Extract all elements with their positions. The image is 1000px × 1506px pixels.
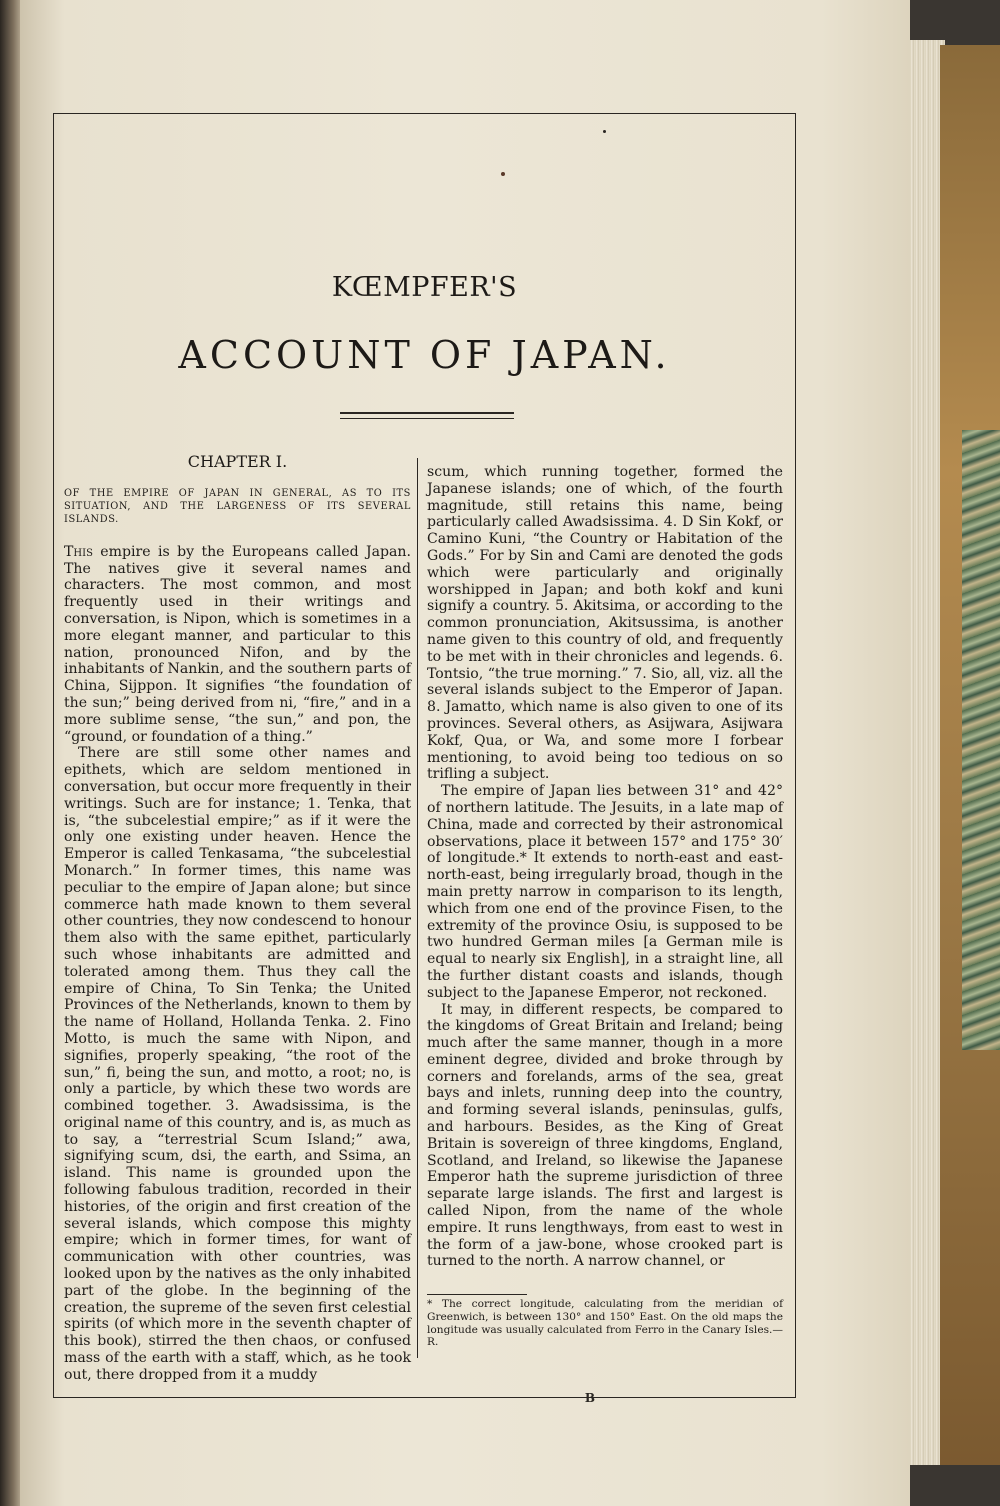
title-author: KŒMPFER'S — [331, 272, 518, 303]
column-divider — [417, 458, 418, 1358]
signature-mark: B — [584, 1391, 596, 1405]
right-column — [427, 464, 783, 1270]
page-edges — [905, 40, 945, 1465]
footnote-rule — [427, 1294, 527, 1295]
paragraph: There are still some other names and epithets, which are seldom mentioned in conversation, but occur more frequently in their writings. Such are for instance; 1. Tenka, that is, “the subcelestial empire;” as if it were the only one existing under heaven. Hence the Emperor is called Tenkasama, “the subcelestial Monarch.” In former times, this name was peculiar to the empire of Japan alone; but since commerce hath made known to them several other countries, they now condescend to honour them also with the same epithet, particularly such whose inhabitants are admitted and tolerated among them. Thus they call the empire of China, To Sin Tenka; the United Provinces of the Netherlands, known to them by the name of Holland, Hollanda Tenka. 2. Fino Motto, is much the same with Nipon, and signifies, properly speaking, “the root of the sun,” fi, being the sun, and motto, a root; no, is only a particle, by which these two words are combined together. 3. Awadsissima, is the original name of this country, and is, as much as to say, a “terrestrial Scum Island;” awa, signifying scum, dsi, the earth, and Ssima, an island. This name is grounded upon the following fabulous tradition, recorded in their histories, of the origin and first creation of the several islands, which compose this mighty empire; which in former times, for want of communication with other countries, was looked upon by the natives as the only inhabited part of the globe. In the beginning of the creation, the supreme of the seven first celestial spirits (of which more in the seventh chapter of this book), stirred the then chaos, or confused mass of the earth with a staff, which, as he took out, there dropped from it a muddy — [64, 745, 411, 1383]
title-main: ACCOUNT OF JAPAN. — [178, 333, 671, 377]
paragraph — [64, 544, 411, 746]
title-rule — [340, 412, 514, 414]
title-rule-thin — [340, 418, 514, 419]
paragraph: The empire of Japan lies between 31° and 42° of northern latitude. The Jesuits, in a late map of China, made and corrected by their astronomical observations, place it between 157° and 175° 30′ of longitude.* It extends to north-east and east-north-east, being irregularly broad, though in the main pretty narrow in comparison to its length, which from one end of the province Fisen, to the extremity of the province Osiu, is supposed to be two hundred German miles [a German mile is equal to nearly six English], in a straight line, all the further distant coasts and islands, though subject to the Japanese Emperor, not reckoned. — [427, 783, 783, 1001]
chapter-heading: CHAPTER I. — [187, 452, 288, 471]
paragraph: It may, in different respects, be compared to the kingdoms of Great Britain and Ireland; being much after the same manner, though in a more eminent degree, divided and broke through by corners and forelands, arms of the sea, great bays and inlets, running deep into the country, and forming several islands, peninsulas, gulfs, and harbours. Besides, as the King of Great Britain is sovereign of three kingdoms, England, Scotland, and Ireland, so likewise the Japanese Emperor hath the supreme jurisdiction of three separate large islands. The first and largest is called Nipon, from the name of the whole empire. It runs lengthways, from east to west in the form of a jaw-bone, whose crooked part is turned to the north. A narrow channel, or — [427, 1001, 783, 1270]
footnote: * The correct longitude, calculating from the meridian of Greenwich, is between 130° and 150° East. On the old maps the longitude was usually calculated from Ferro in the Canary Isles.—R. — [427, 1298, 783, 1349]
paragraph-text: empire is by the Europeans called Japan. The natives give it several names and characters. The most common, and most frequently used in their writings and conversation, is Nipon, which is sometimes in a more elegant manner, and particular to this nation, pronounced Nifon, and by the inhabitants of Nankin, and the southern parts of China, Sijppon. It signifies “the foundation of the sun;” being derived from ni, “fire,” and in a more sublime sense, “the sun,” and pon, the “ground, or foundation of a thing.” — [64, 543, 411, 745]
chapter-subheading: OF THE EMPIRE OF JAPAN IN GENERAL, AS TO ITS SITUATION, AND THE LARGENESS OF ITS SEVERAL ISLANDS. — [64, 487, 411, 525]
marbled-endpaper — [962, 430, 1000, 1050]
left-column — [64, 454, 411, 1384]
paragraph-lead: This — [64, 543, 93, 560]
paragraph: scum, which running together, formed the Japanese islands; one of which, of the fourth magnitude, still retains this name, being particularly called Awadsissima. 4. D Sin Kokf, or Camino Kuni, “the Country or Habitation of the Gods.” For by Sin and Cami are denoted the gods which were particularly and originally worshipped in Japan; and both kokf and kuni signify a country. 5. Akitsima, or according to the common pronunciation, Akitsussima, is another name given to this country of old, and frequently to be met with in their chronicles and legends. 6. Tontsio, “the true morning.” 7. Sio, all, viz. all the several islands subject to the Emperor of Japan. 8. Jamatto, which name is also given to one of its provinces. Several others, as Asijwara, Asijwara Kokf, Qua, or Wa, and some more I forbear mentioning, to avoid being too tedious on so trifling a subject. — [427, 464, 783, 783]
